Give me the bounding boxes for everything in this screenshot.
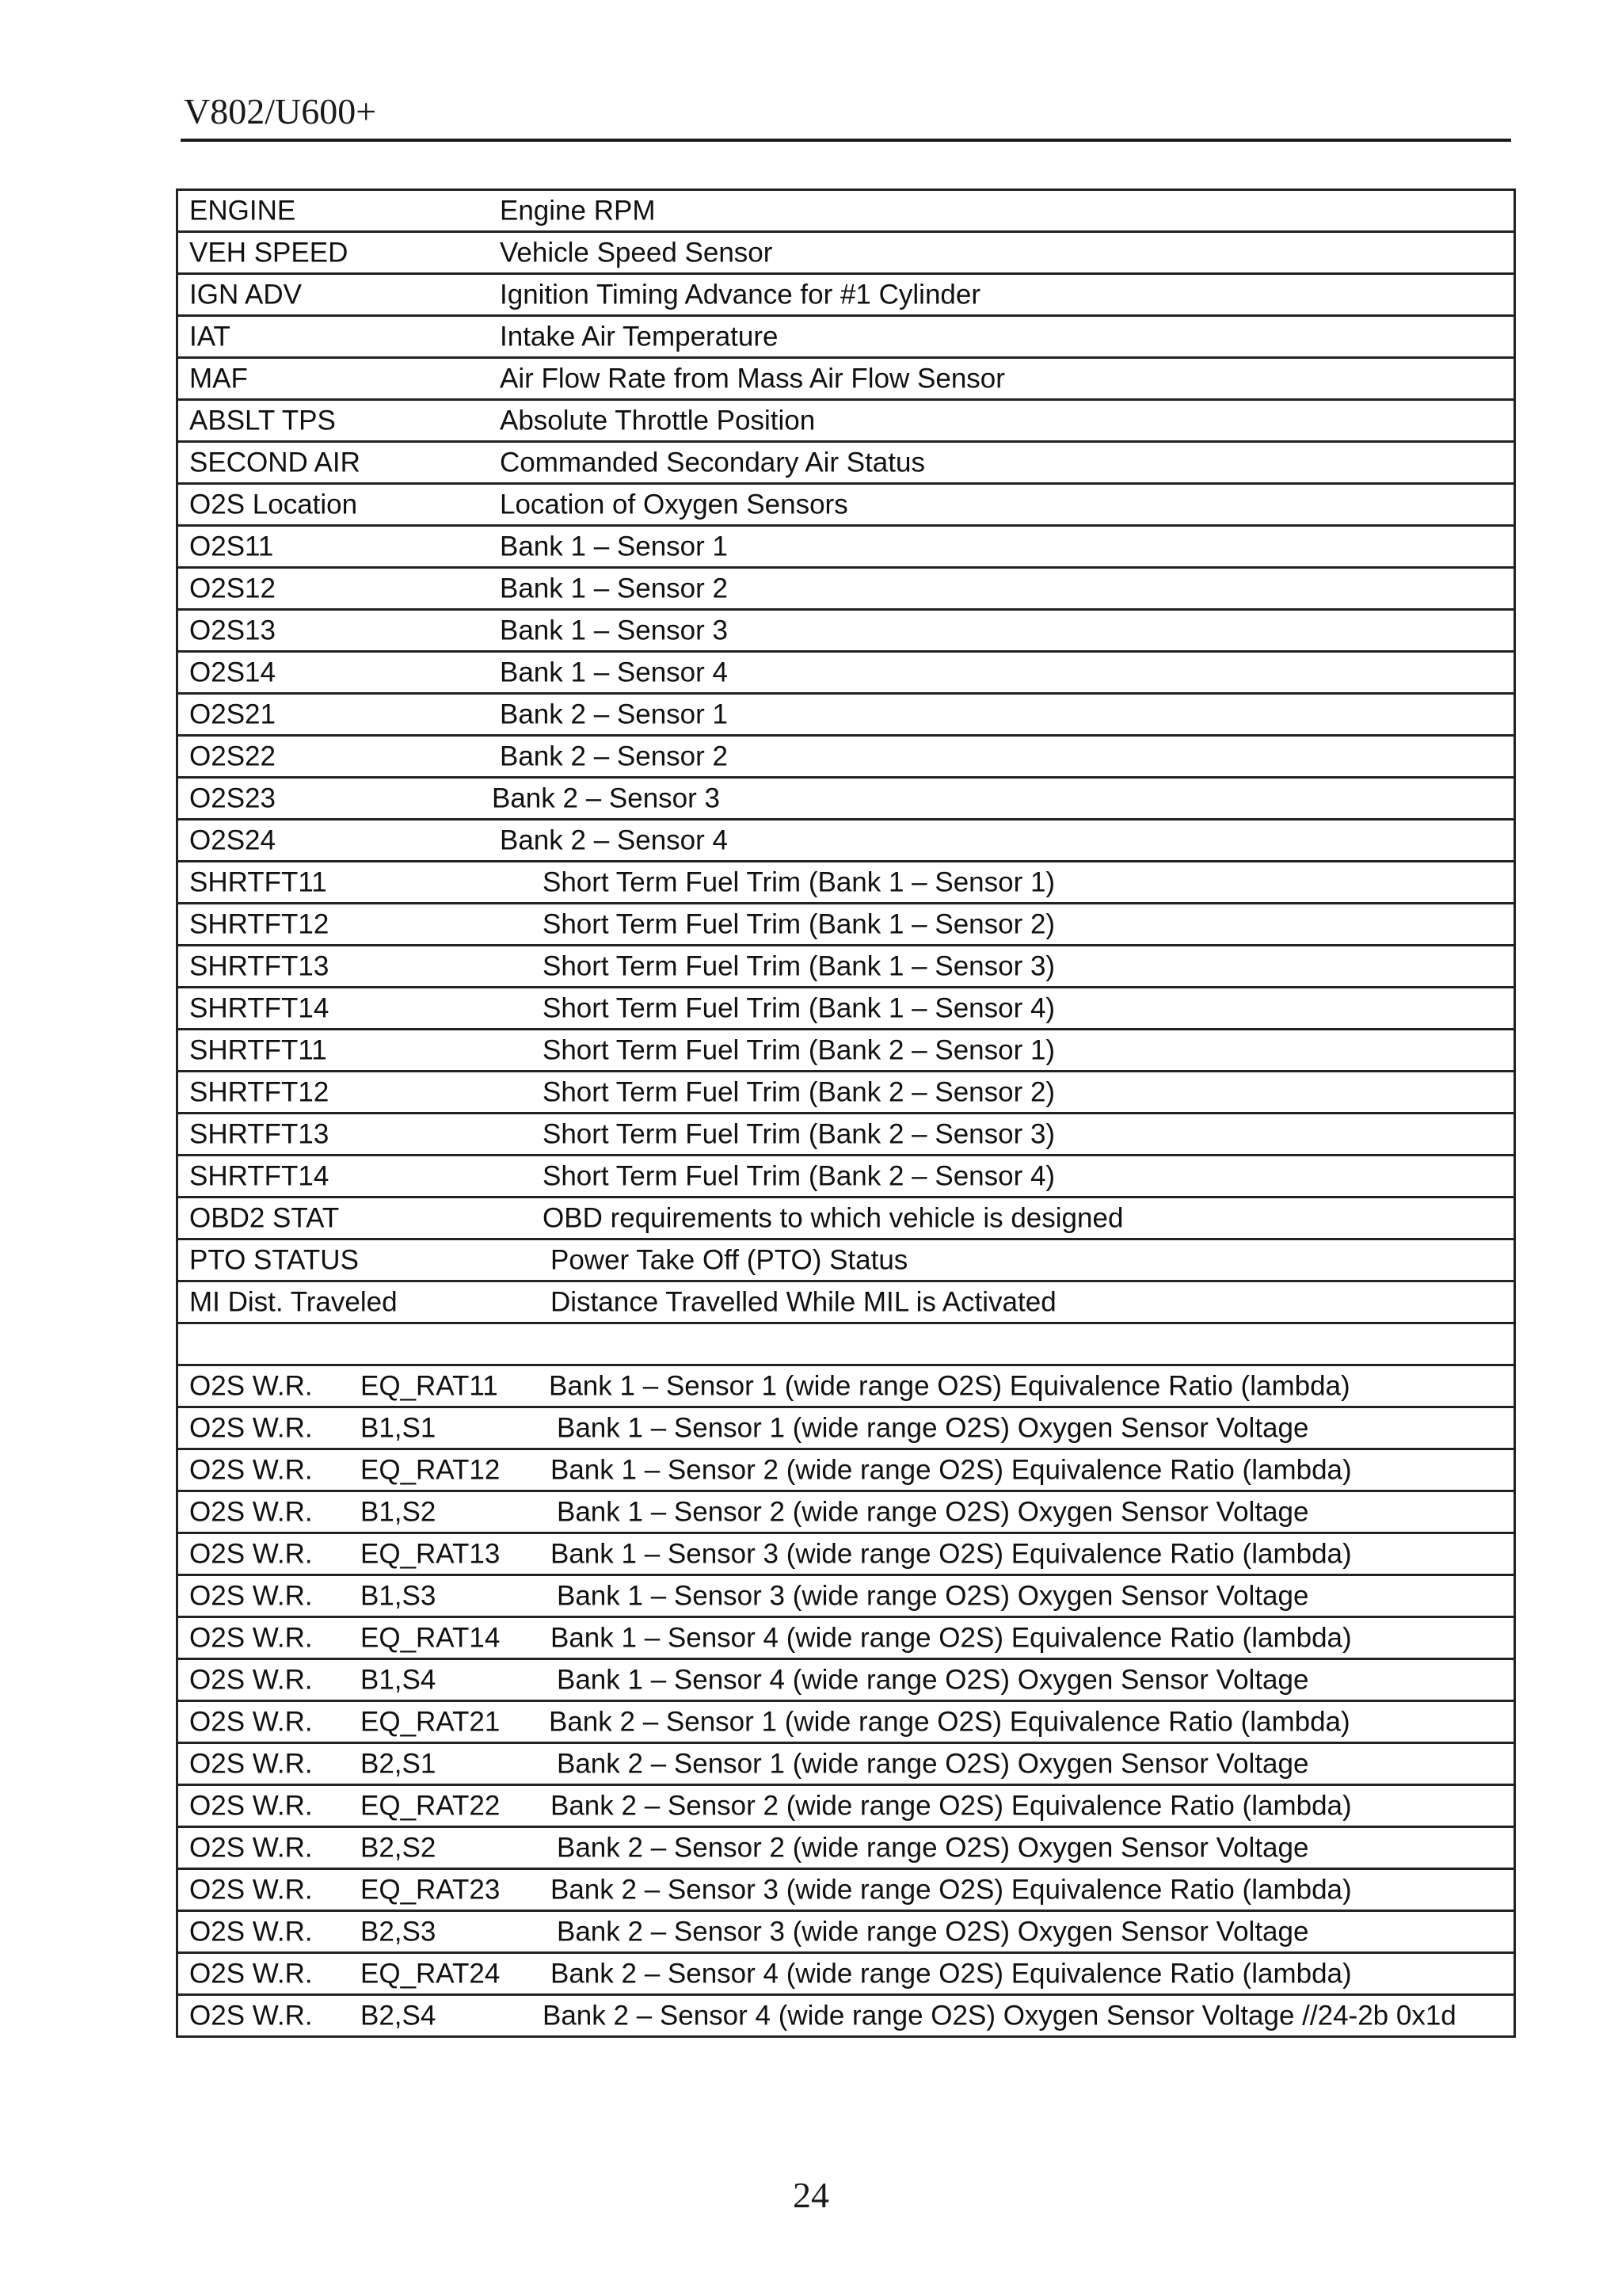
table-cell — [177, 526, 1515, 568]
table-cell — [177, 1575, 1515, 1617]
pid-description: Bank 2 – Sensor 4 — [500, 824, 728, 856]
table-row — [177, 1197, 1515, 1239]
table-cell — [177, 1617, 1515, 1659]
table-cell — [177, 862, 1515, 904]
pid-subcode: B1,S1 — [360, 1412, 436, 1444]
pid-code: MAF — [189, 363, 248, 394]
pid-code: O2S W.R. — [189, 2000, 313, 2031]
table-row — [177, 484, 1515, 526]
pid-code: SHRTFT12 — [189, 1076, 329, 1108]
table-row — [177, 652, 1515, 694]
pid-description: Bank 2 – Sensor 1 (wide range O2S) Equivalence Ratio (lambda) — [549, 1706, 1350, 1738]
table-row — [177, 1953, 1515, 1995]
table-cell — [177, 1407, 1515, 1449]
pid-description: OBD requirements to which vehicle is designed — [543, 1202, 1124, 1234]
table-cell — [177, 442, 1515, 484]
table-row — [177, 1365, 1515, 1407]
pid-description: Absolute Throttle Position — [500, 405, 816, 436]
pid-code: O2S W.R. — [189, 1916, 313, 1948]
table-row — [177, 988, 1515, 1030]
pid-description: Bank 2 – Sensor 1 — [500, 699, 728, 730]
pid-description: Short Term Fuel Trim (Bank 2 – Sensor 1) — [543, 1034, 1056, 1066]
pid-subcode: B2,S1 — [360, 1748, 436, 1780]
page-number: 24 — [793, 2175, 829, 2215]
table-row — [177, 1869, 1515, 1911]
pid-code: O2S21 — [189, 699, 276, 730]
pid-code: IGN ADV — [189, 279, 302, 310]
table-cell — [177, 568, 1515, 610]
pid-code: O2S W.R. — [189, 1454, 313, 1486]
pid-description: Short Term Fuel Trim (Bank 2 – Sensor 2) — [543, 1076, 1056, 1108]
table-cell — [177, 1030, 1515, 1072]
table-cell — [177, 1953, 1515, 1995]
pid-description: Bank 2 – Sensor 3 (wide range O2S) Oxygen Sensor Voltage — [557, 1916, 1309, 1948]
table-row — [177, 1072, 1515, 1114]
table-row — [177, 526, 1515, 568]
pid-code: O2S W.R. — [189, 1538, 313, 1570]
table-row — [177, 1030, 1515, 1072]
table-row — [177, 1995, 1515, 2037]
pid-code: SHRTFT13 — [189, 1118, 329, 1150]
table-cell — [177, 1072, 1515, 1114]
pid-code: O2S W.R. — [189, 1496, 313, 1528]
pid-description: Short Term Fuel Trim (Bank 2 – Sensor 4) — [543, 1160, 1056, 1192]
pid-code: ABSLT TPS — [189, 405, 336, 436]
page-header-title: V802/U600+ — [184, 91, 377, 131]
pid-code: OBD2 STAT — [189, 1202, 340, 1234]
pid-description: Bank 1 – Sensor 1 — [500, 531, 728, 562]
table-cell — [177, 988, 1515, 1030]
table-cell — [177, 1239, 1515, 1281]
pid-description: Bank 2 – Sensor 3 — [492, 782, 720, 814]
pid-description: Bank 1 – Sensor 1 (wide range O2S) Equivalence Ratio (lambda) — [549, 1370, 1350, 1402]
pid-subcode: EQ_RAT14 — [360, 1622, 501, 1654]
table-row — [177, 190, 1515, 232]
table-row — [177, 400, 1515, 442]
pid-description: Bank 1 – Sensor 2 — [500, 573, 728, 604]
table-cell — [177, 1533, 1515, 1575]
pid-description: Bank 2 – Sensor 4 (wide range O2S) Equivalence Ratio (lambda) — [550, 1958, 1352, 1989]
table-cell — [177, 1659, 1515, 1701]
pid-description: Bank 1 – Sensor 3 (wide range O2S) Oxygen Sensor Voltage — [557, 1580, 1309, 1612]
table-cell — [177, 1449, 1515, 1491]
table-cell — [177, 1323, 1515, 1365]
pid-description: Bank 1 – Sensor 3 — [500, 615, 728, 646]
table-row — [177, 232, 1515, 274]
table-row — [177, 274, 1515, 316]
pid-code: O2S22 — [189, 741, 276, 772]
table-cell — [177, 358, 1515, 400]
table-row — [177, 1449, 1515, 1491]
pid-description: Bank 2 – Sensor 2 — [500, 741, 728, 772]
pid-description: Vehicle Speed Sensor — [500, 237, 773, 268]
table-row — [177, 1533, 1515, 1575]
table-cell — [177, 274, 1515, 316]
pid-description: Bank 2 – Sensor 4 (wide range O2S) Oxygen Sensor Voltage //24-2b 0x1d — [543, 2000, 1456, 2031]
pid-code: SHRTFT13 — [189, 950, 329, 982]
pid-description: Bank 2 – Sensor 1 (wide range O2S) Oxygen Sensor Voltage — [557, 1748, 1309, 1780]
table-cell — [177, 1197, 1515, 1239]
pid-description: Bank 1 – Sensor 2 (wide range O2S) Equivalence Ratio (lambda) — [550, 1454, 1352, 1486]
pid-code: O2S W.R. — [189, 1706, 313, 1738]
pid-description: Bank 1 – Sensor 4 (wide range O2S) Equivalence Ratio (lambda) — [550, 1622, 1352, 1654]
table-row — [177, 1659, 1515, 1701]
pid-code: IAT — [189, 321, 230, 352]
pid-description: Bank 1 – Sensor 4 — [500, 657, 728, 688]
pid-subcode: EQ_RAT21 — [360, 1706, 501, 1738]
table-row — [177, 778, 1515, 820]
table-cell — [177, 652, 1515, 694]
pid-code: SECOND AIR — [189, 447, 360, 478]
table-cell — [177, 778, 1515, 820]
pid-code: MI Dist. Traveled — [189, 1286, 398, 1318]
table-row — [177, 820, 1515, 862]
table-row — [177, 946, 1515, 988]
table-cell — [177, 904, 1515, 946]
table-row — [177, 694, 1515, 736]
pid-subcode: B1,S2 — [360, 1496, 436, 1528]
pid-description: Bank 2 – Sensor 2 (wide range O2S) Equivalence Ratio (lambda) — [550, 1790, 1352, 1822]
pid-description: Ignition Timing Advance for #1 Cylinder — [500, 279, 980, 310]
pid-description: Short Term Fuel Trim (Bank 1 – Sensor 3) — [543, 950, 1056, 982]
table-row — [177, 862, 1515, 904]
table-row — [177, 1911, 1515, 1953]
table-cell — [177, 484, 1515, 526]
table-cell — [177, 1156, 1515, 1197]
pid-description: Bank 2 – Sensor 2 (wide range O2S) Oxygen Sensor Voltage — [557, 1832, 1309, 1864]
table-row — [177, 1281, 1515, 1323]
pid-description: Engine RPM — [500, 195, 656, 227]
table-row — [177, 1407, 1515, 1449]
table-cell — [177, 820, 1515, 862]
pid-code: O2S Location — [189, 489, 358, 520]
pid-subcode: EQ_RAT23 — [360, 1874, 501, 1906]
definitions-table — [176, 188, 1516, 2038]
table-cell — [177, 1365, 1515, 1407]
pid-code: O2S14 — [189, 657, 276, 688]
pid-code: O2S W.R. — [189, 1958, 313, 1989]
pid-code: SHRTFT11 — [189, 866, 327, 898]
pid-description: Short Term Fuel Trim (Bank 1 – Sensor 1) — [543, 866, 1056, 898]
table-row — [177, 1617, 1515, 1659]
pid-description: Commanded Secondary Air Status — [500, 447, 925, 478]
pid-subcode: EQ_RAT13 — [360, 1538, 501, 1570]
pid-code: O2S W.R. — [189, 1664, 313, 1696]
table-row — [177, 1323, 1515, 1365]
pid-code: O2S W.R. — [189, 1748, 313, 1780]
pid-subcode: B2,S3 — [360, 1916, 436, 1948]
pid-code: O2S W.R. — [189, 1412, 313, 1444]
table-row — [177, 1701, 1515, 1743]
table-row — [177, 904, 1515, 946]
pid-code: O2S13 — [189, 615, 276, 646]
pid-code: VEH SPEED — [189, 237, 348, 268]
pid-code: O2S W.R. — [189, 1370, 313, 1402]
table-row — [177, 736, 1515, 778]
pid-code: O2S W.R. — [189, 1790, 313, 1822]
pid-subcode: B2,S4 — [360, 2000, 436, 2031]
pid-description: Short Term Fuel Trim (Bank 2 – Sensor 3) — [543, 1118, 1056, 1150]
table-cell — [177, 1114, 1515, 1156]
table-cell — [177, 1743, 1515, 1785]
table-row — [177, 610, 1515, 652]
pid-description: Bank 1 – Sensor 2 (wide range O2S) Oxygen Sensor Voltage — [557, 1496, 1309, 1528]
table-cell — [177, 316, 1515, 358]
table-cell — [177, 232, 1515, 274]
table-cell — [177, 1869, 1515, 1911]
table-cell — [177, 736, 1515, 778]
pid-code: SHRTFT14 — [189, 992, 329, 1024]
pid-code: O2S24 — [189, 824, 276, 856]
table-cell — [177, 190, 1515, 232]
pid-description: Location of Oxygen Sensors — [500, 489, 848, 520]
table-cell — [177, 1281, 1515, 1323]
table-cell — [177, 1827, 1515, 1869]
pid-code: ENGINE — [189, 195, 296, 227]
pid-code: SHRTFT12 — [189, 908, 329, 940]
table-row — [177, 568, 1515, 610]
table-row — [177, 1491, 1515, 1533]
pid-description: Intake Air Temperature — [500, 321, 779, 352]
pid-subcode: EQ_RAT12 — [360, 1454, 501, 1486]
pid-subcode: B1,S3 — [360, 1580, 436, 1612]
pid-subcode: B1,S4 — [360, 1664, 436, 1696]
table-cell — [177, 1491, 1515, 1533]
table-row — [177, 1156, 1515, 1197]
pid-description: Air Flow Rate from Mass Air Flow Sensor — [500, 363, 1005, 394]
table-cell — [177, 1785, 1515, 1827]
pid-subcode: EQ_RAT22 — [360, 1790, 501, 1822]
pid-code: O2S W.R. — [189, 1832, 313, 1864]
table-row — [177, 1575, 1515, 1617]
pid-description: Bank 1 – Sensor 3 (wide range O2S) Equivalence Ratio (lambda) — [550, 1538, 1352, 1570]
pid-code: SHRTFT11 — [189, 1034, 327, 1066]
pid-description: Short Term Fuel Trim (Bank 1 – Sensor 2) — [543, 908, 1056, 940]
pid-subcode: EQ_RAT24 — [360, 1958, 501, 1989]
pid-description: Bank 1 – Sensor 1 (wide range O2S) Oxygen Sensor Voltage — [557, 1412, 1309, 1444]
pid-code: O2S23 — [189, 782, 276, 814]
table-cell — [177, 946, 1515, 988]
table-row — [177, 1239, 1515, 1281]
pid-description: Power Take Off (PTO) Status — [550, 1244, 908, 1276]
pid-description: Short Term Fuel Trim (Bank 1 – Sensor 4) — [543, 992, 1056, 1024]
table-cell — [177, 1995, 1515, 2037]
pid-description: Distance Travelled While MIL is Activated — [550, 1286, 1057, 1318]
pid-code: O2S12 — [189, 573, 276, 604]
pid-code: O2S W.R. — [189, 1580, 313, 1612]
table-cell — [177, 400, 1515, 442]
pid-subcode: B2,S2 — [360, 1832, 436, 1864]
pid-code: O2S11 — [189, 531, 274, 562]
table-row — [177, 1827, 1515, 1869]
pid-description: Bank 2 – Sensor 3 (wide range O2S) Equivalence Ratio (lambda) — [550, 1874, 1352, 1906]
table-cell — [177, 1701, 1515, 1743]
pid-code: SHRTFT14 — [189, 1160, 329, 1192]
table-row — [177, 1743, 1515, 1785]
pid-description: Bank 1 – Sensor 4 (wide range O2S) Oxygen Sensor Voltage — [557, 1664, 1309, 1696]
table-row — [177, 442, 1515, 484]
definitions-table-body — [177, 190, 1515, 2037]
table-cell — [177, 610, 1515, 652]
table-row — [177, 358, 1515, 400]
table-row — [177, 1114, 1515, 1156]
table-row — [177, 316, 1515, 358]
pid-subcode: EQ_RAT11 — [360, 1370, 498, 1402]
pid-code: O2S W.R. — [189, 1622, 313, 1654]
pid-code: PTO STATUS — [189, 1244, 359, 1276]
header-rule — [181, 139, 1511, 142]
table-cell — [177, 1911, 1515, 1953]
pid-code: O2S W.R. — [189, 1874, 313, 1906]
table-cell — [177, 694, 1515, 736]
table-row — [177, 1785, 1515, 1827]
